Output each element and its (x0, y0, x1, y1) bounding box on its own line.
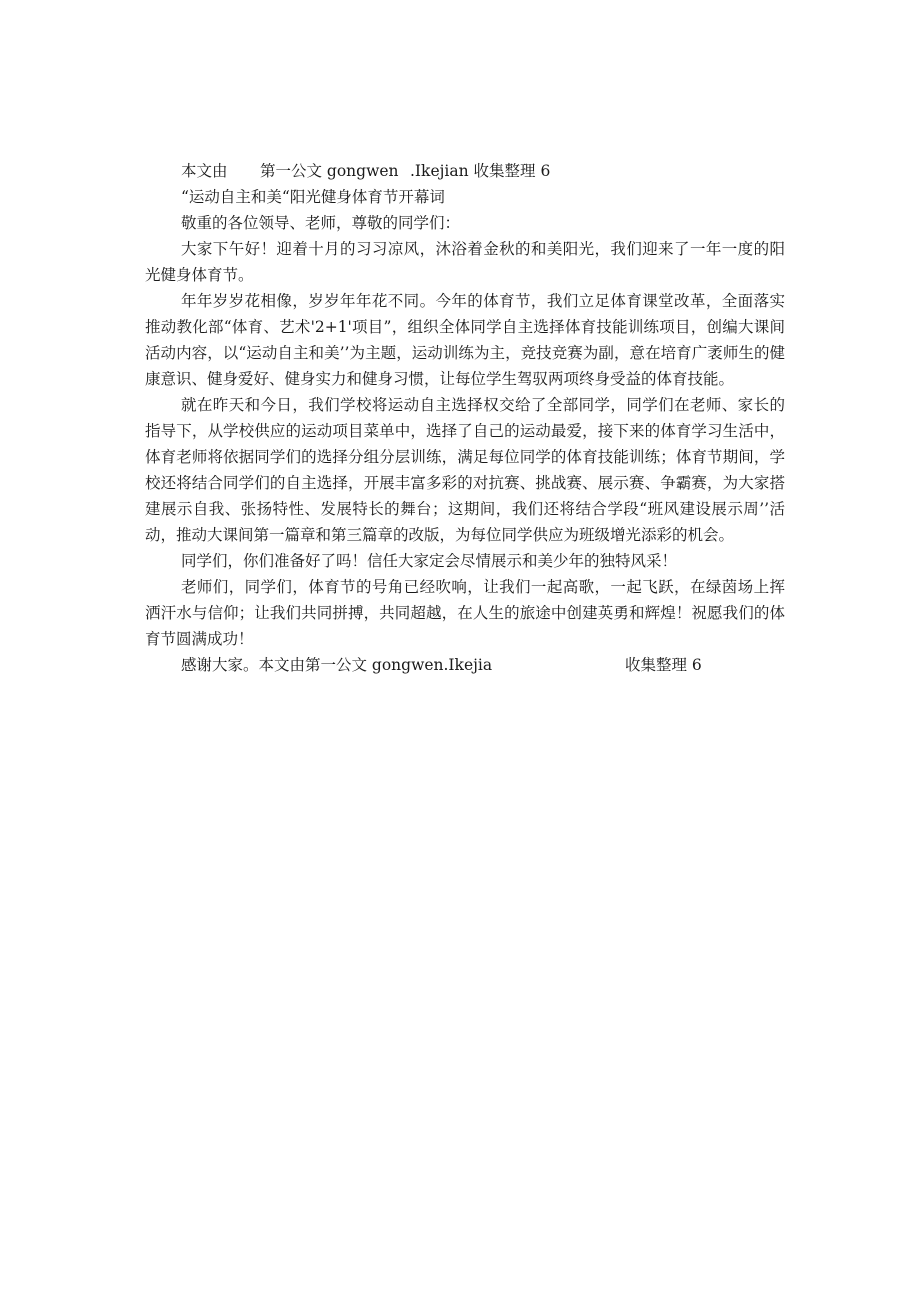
source-header-line (145, 158, 785, 184)
closing-suffix: 收集整理 6 (625, 656, 702, 674)
header-prefix: 本文由 (181, 162, 228, 180)
paragraph-5: 老师们，同学们，体育节的号角已经吹响，让我们一起高歌，一起飞跃，在绿茵场上挥洒汗水与信仰；让我们共同拼搏，共同超越，在人生的旅途中创建英勇和辉煌！祝愿我们的体育节圆满成功！ (145, 578, 785, 648)
paragraph-3: 就在昨天和今日，我们学校将运动自主选择权交给了全部同学，同学们在老师、家长的指导下，从学校供应的运动项目菜单中，选择了自己的运动最爱，接下来的体育学习生活中，体育老师将依据同学们的选择分组分层训练，满足每位同学的体育技能训练；体育节期间，学校还将结合同学们的自主选择，开展丰富多彩的对抗赛、挑战赛、展示赛、争霸赛，为大家搭建展示自我、张扬特性、发展特长的舞台；这期间，我们还将结合学段“班风建设展示周’’活动，推动大课间第一篇章和第三篇章的改版，为每位同学供应为班级增光添彩的机会。 (145, 396, 785, 544)
paragraph-4: 同学们，你们准备好了吗！信任大家定会尽情展示和美少年的独特风采！ (181, 552, 678, 570)
paragraph-2: 年年岁岁花相像，岁岁年年花不同。今年的体育节，我们立足体育课堂改革，全面落实推动教化部“体育、艺术'2+1'项目”，组织全体同学自主选择体育技能训练项目，创编大课间活动内容，以“运动自主和美’’为主题，运动训练为主，竞技竞赛为副，意在培育广袤师生的健康意识、健身爱好、健身实力和健身习惯，让每位学生驾驭两项终身受益的体育技能。 (145, 292, 785, 388)
paragraph-1: 大家下午好！迎着十月的习习凉风，沐浴着金秋的和美阳光，我们迎来了一年一度的阳光健身体育节。 (145, 240, 785, 284)
salutation: 敬重的各位领导、老师，尊敬的同学们： (181, 214, 461, 232)
header-suffix: .Ikejian 收集整理 6 (410, 162, 551, 180)
document-body (145, 158, 785, 678)
closing-text: 感谢大家。本文由第一公文 gongwen.Ikejia (181, 656, 493, 674)
header-source: 第一公文 gongwen (260, 162, 399, 180)
closing-line (145, 652, 785, 678)
document-title: “运动自主和美“阳光健身体育节开幕词 (181, 188, 445, 206)
